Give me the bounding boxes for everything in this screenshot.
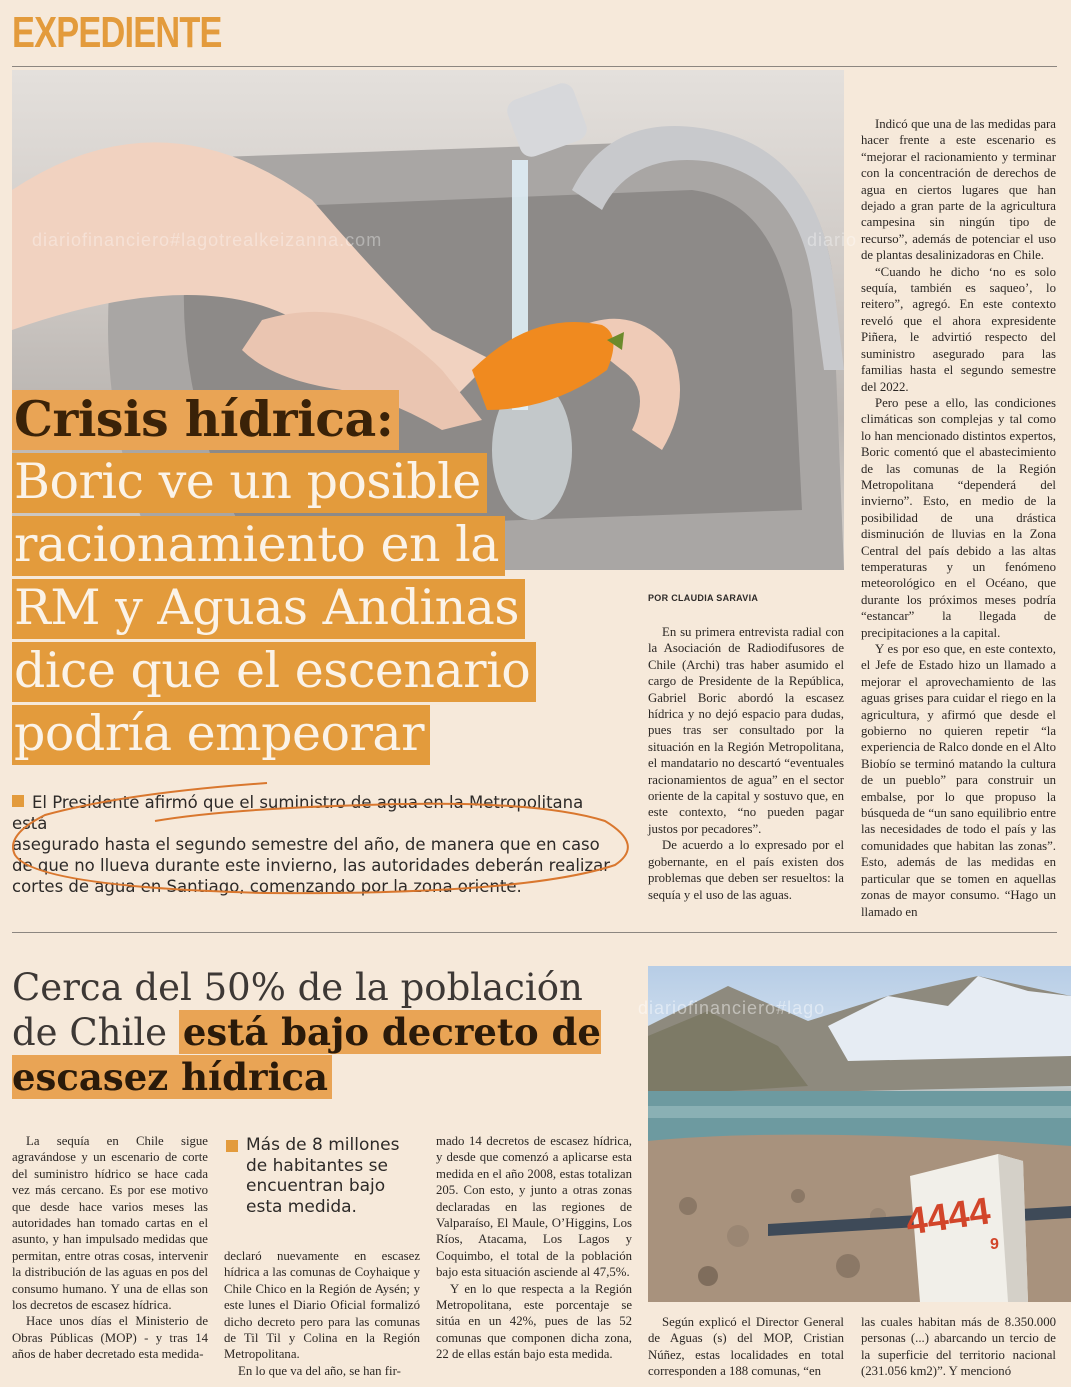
- paragraph: Según explicó el Director General de Aguas (s) del MOP, Cristian Núñez, estas localidades en total corresponden a 188 comunas, “en: [648, 1315, 844, 1379]
- headline-line: Crisis hídrica:: [12, 390, 399, 450]
- paragraph: declaró nuevamente en escasez hídrica a las comunas de Coyhaique y Chile Chico en la Región de Aysén; y este lunes el Diario Oficial formalizó dicho decreto pero para las comunas de Til Til y Colina en la Región Metropolitana.: [224, 1249, 420, 1362]
- marker-number: 4444: [903, 1190, 993, 1244]
- article-column: [648, 624, 844, 903]
- article-headline: [12, 390, 612, 768]
- marker-small-number: 9: [990, 1236, 999, 1253]
- article2-headline: [12, 966, 632, 1100]
- headline-line: racionamiento en la: [12, 516, 505, 576]
- paragraph: mado 14 decretos de escasez hídrica, y desde que comenzó a aplicarse esta medida en el año 2008, estas totalizan 205. Con esto, y junto a otras zonas declaradas en las regiones de Valparaíso, El Maule, O’Higgins, Los Ríos, Atacama, Los Lagos y Coquimbo, el total de la población bajo esta situación asciende al 47,5%.: [436, 1134, 632, 1280]
- headline-plain: Cerca del 50% de la población de Chile: [12, 966, 583, 1054]
- watermark-text: diariofinanciero#lago: [638, 998, 826, 1018]
- pull-quote: [226, 1135, 422, 1217]
- bullet-square-icon: [226, 1140, 238, 1152]
- pull-quote-text: Más de 8 millones de habitantes se encuentran bajo esta medida.: [246, 1135, 400, 1217]
- paragraph: En lo que va del año, se han fir-: [238, 1363, 401, 1378]
- article-column: [12, 1133, 208, 1363]
- article-column: [224, 1248, 420, 1379]
- headline-line: podría empeorar: [12, 705, 430, 765]
- top-divider: [12, 66, 1057, 67]
- paragraph: Indicó que una de las medidas para hacer frente a este escenario es “mejorar el racionamiento y terminar con la concentración de derechos de agua en ciertos lugares que han dejado a gran parte de la agricultura campesina sin ningún tipo de recurso”, además de potenciar el uso de plantas desalinizadoras en Chile.: [861, 117, 1056, 263]
- paragraph: Pero pese a ello, las condiciones climáticas son complejas y tal como lo han mencionado distintos expertos, Boric comentó que el abastecimiento de las comunas de la Región Metropolitana “dependerá del invierno”. Esto, en medio de la posibilidad de una drástica disminución de lluvias en la Zona Central del país debido a las altas temperaturas y un fenómeno meteorológico en el Océano, que durante los próximos meses podría “estancar” la llegada de precipitaciones a la capital.: [861, 395, 1056, 640]
- watermark-text: diario: [807, 230, 858, 250]
- headline-highlight: está bajo decreto de escasez hídrica: [12, 1010, 601, 1099]
- section-divider: [12, 932, 1057, 933]
- watermark-text: diariofinanciero#lagotrealkeizanna.com: [32, 230, 383, 250]
- photo-reservoir-marker: [638, 966, 1071, 1302]
- article-column: [861, 1314, 1056, 1380]
- paragraph: Hace unos días el Ministerio de Obras Públicas (MOP) - y tras 14 años de haber decretado esta medida-: [12, 1314, 208, 1362]
- section-label: EXPEDIENTE: [12, 8, 222, 57]
- headline-line: dice que el escenario: [12, 642, 536, 702]
- article-column: [436, 1133, 632, 1363]
- headline-line: Boric ve un posible: [12, 453, 487, 513]
- paragraph: “Cuando he dicho ‘no es solo sequía, también es saqueo’, lo reitero”, agregó. En este contexto reveló que el ahora expresidente Piñera, le advirtió respecto del suministro asegurado para las familias hasta el segundo semestre del 2022.: [861, 264, 1056, 394]
- byline: POR CLAUDIA SARAVIA: [648, 593, 759, 603]
- headline-line: RM y Aguas Andinas: [12, 579, 525, 639]
- lead-line: asegurado hasta el segundo semestre del año, de manera que en caso: [12, 835, 600, 854]
- hand-drawn-ellipse-annotation: [5, 775, 645, 905]
- lead-line: de que no llueva durante este invierno, las autoridades deberán realizar: [12, 856, 611, 875]
- lead-line: cortes de agua en Santiago, comenzando por la zona oriente.: [12, 877, 522, 896]
- article-column: [648, 1314, 844, 1380]
- paragraph: La sequía en Chile sigue agravándose y un escenario de corte del suministro hídrico se hace cada vez más cercano. Es por ese motivo que desde hace varios meses las autoridades han tomado cartas en el asunto, y han impulsado medidas que permitan, entre otras cosas, intervenir la distribución de las aguas en pos del consumo humano. Y una de ellas son los decretos de escasez hídrica.: [12, 1134, 208, 1313]
- paragraph: De acuerdo a lo expresado por el gobernante, en el país existen dos problemas que deben ser resueltos: la sequía y el uso de las aguas.: [648, 838, 844, 902]
- paragraph: Y en lo que respecta a la Región Metropolitana, este porcentaje se sitúa en un 42%, pues de las 52 comunas que componen dicha zona, 22 de ellas están bajo esta medida.: [436, 1281, 632, 1362]
- lead-line: El Presidente afirmó que el suministro de agua en la Metropolitana está: [12, 793, 584, 833]
- paragraph: En su primera entrevista radial con la Asociación de Radiodifusores de Chile (Archi) tras haber asumido el cargo de Presidente de la República, Gabriel Boric abordó la escasez hídrica y no dejó espacio para dudas, pues tras ser consultado por la situación en la Región Metropolitana, el mandatario no descartó “eventuales racionamientos de agua” en el sector oriente de la capital y sostuvo que, en este contexto, “no pueden pagar justos por pecadores”.: [648, 625, 844, 836]
- paragraph: Y es por eso que, en este contexto, el Jefe de Estado hizo un llamado a mejorar el aprovechamiento de las aguas grises para cuidar el riego en la agricultura, y afirmó que desde el gobierno no quieren repetir “la experiencia de Ralco donde en el Alto Biobío se terminó matando la cultura de un pueblo” para construir un embalse, por lo que propuso la búsqueda de “un sano equilibrio entre las necesidades de todo el país y las comunidades que habitan las zonas”. Esto, además de las medidas en particular que se tomen en aquellas zonas de mayor consumo. “Hago un llamado en: [861, 642, 1056, 919]
- paragraph: las cuales habitan más de 8.350.000 personas (...) abarcando un tercio de la superficie del territorio nacional (231.056 km2)”. Y mencionó: [861, 1315, 1056, 1379]
- article-column: [861, 116, 1056, 920]
